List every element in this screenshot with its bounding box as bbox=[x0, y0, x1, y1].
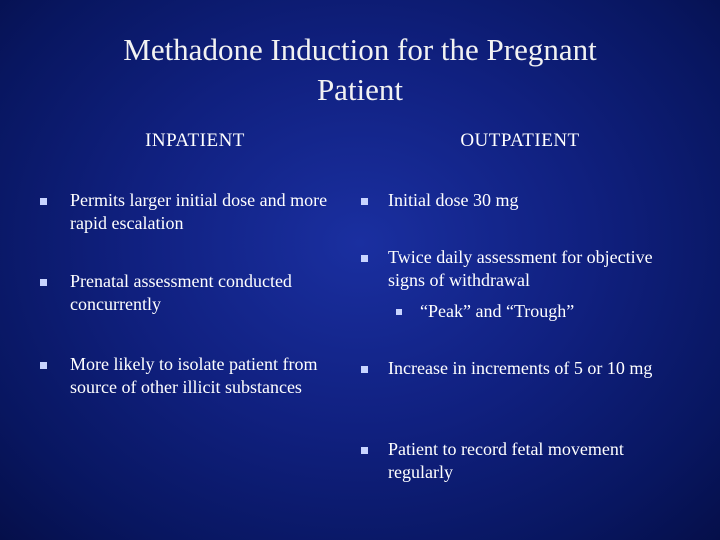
inpatient-bullet bbox=[40, 353, 330, 399]
square-bullet-icon bbox=[361, 366, 368, 373]
inpatient-bullet-text: Prenatal assessment conducted concurrently bbox=[70, 271, 292, 314]
inpatient-bullet-text: Permits larger initial dose and more rapid escalation bbox=[70, 190, 328, 233]
outpatient-bullet-text: Increase in increments of 5 or 10 mg bbox=[388, 358, 653, 378]
outpatient-sub-bullet bbox=[396, 300, 676, 323]
inpatient-bullet bbox=[40, 189, 340, 235]
outpatient-bullet-text: Initial dose 30 mg bbox=[388, 190, 519, 210]
inpatient-header: INPATIENT bbox=[145, 130, 245, 151]
outpatient-bullet bbox=[361, 357, 671, 380]
square-bullet-icon bbox=[40, 198, 47, 205]
outpatient-bullet-text: Twice daily assessment for objective signs of withdrawal bbox=[388, 247, 653, 290]
slide-title-line-2: Patient bbox=[316, 72, 404, 107]
square-bullet-icon bbox=[40, 362, 47, 369]
square-bullet-icon bbox=[361, 447, 368, 454]
outpatient-bullet bbox=[361, 246, 671, 292]
outpatient-bullet bbox=[361, 189, 681, 212]
inpatient-bullet bbox=[40, 270, 350, 316]
outpatient-bullet-text: Patient to record fetal movement regularly bbox=[388, 439, 624, 482]
square-bullet-icon bbox=[361, 198, 368, 205]
slide-title-line-1: Methadone Induction for the Pregnant bbox=[123, 32, 597, 67]
outpatient-header: OUTPATIENT bbox=[460, 130, 580, 151]
slide-title bbox=[40, 30, 680, 110]
square-bullet-icon bbox=[40, 279, 47, 286]
outpatient-bullet bbox=[361, 438, 681, 484]
inpatient-bullet-text: More likely to isolate patient from source of other illicit substances bbox=[70, 354, 318, 397]
outpatient-sub-bullet-text: “Peak” and “Trough” bbox=[420, 301, 575, 321]
square-bullet-icon bbox=[396, 309, 402, 315]
square-bullet-icon bbox=[361, 255, 368, 262]
